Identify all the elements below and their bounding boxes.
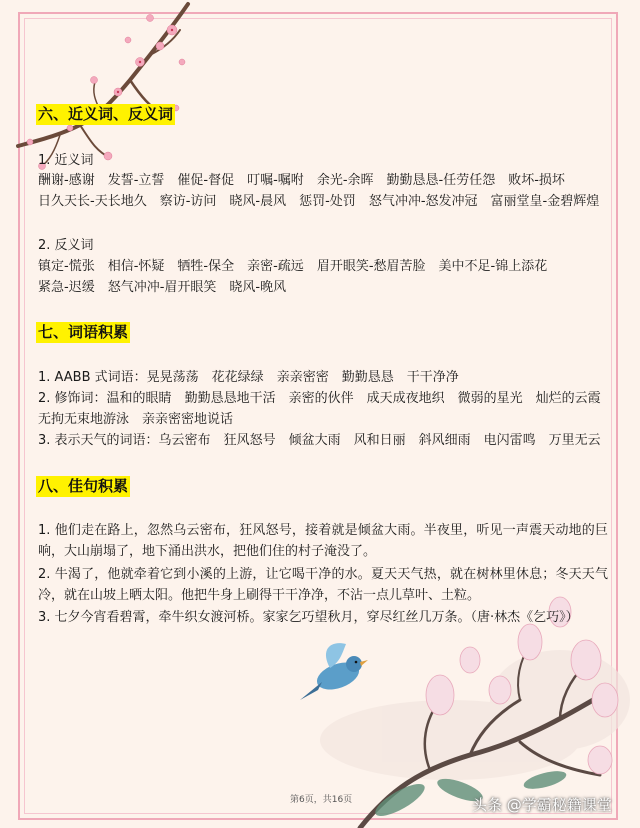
word-pair: 美中不足-锦上添花 [438, 259, 548, 274]
word-pair: 亲密-疏远 [247, 259, 304, 274]
word: 亲亲密密 [276, 370, 329, 385]
antonyms-row-1 [38, 258, 560, 276]
word-pair: 怒气冲冲-眉开眼笑 [107, 280, 217, 295]
phrase: 成天成夜地织 [366, 391, 445, 406]
page-number: 第6页，共16页 [290, 795, 353, 805]
phrase: 亲密的伙伴 [288, 391, 354, 406]
word: 狂风怒号 [223, 433, 276, 448]
word-pair: 发誓-立誓 [107, 173, 165, 188]
word-pair: 晓风-晨风 [229, 194, 287, 209]
word-pair: 勤勤恳恳-任劳任怨 [386, 173, 496, 188]
sentence-3: 3. 七夕今宵看碧霄，牵牛织女渡河桥。家家乞巧望秋月，穿尽红丝几万条。（唐·林杰《乞巧》） [38, 610, 579, 625]
word-pair: 日久天长-天长地久 [38, 194, 147, 209]
modifier-label: 2. 修饰词： [38, 391, 107, 406]
word-pair: 催促-督促 [177, 173, 235, 188]
word: 风和日丽 [353, 433, 406, 448]
word-pair: 酬谢-感谢 [38, 173, 95, 188]
word-pair: 富丽堂皇-金碧辉煌 [490, 194, 600, 209]
word-pair: 叮嘱-嘱咐 [247, 173, 304, 188]
synonyms-row-1 [38, 172, 578, 190]
word-pair: 镇定-慌张 [38, 259, 95, 274]
aabb-words-line [38, 369, 472, 387]
sentence-2: 2. 牛渴了，他就牵着它到小溪的上游，让它喝干净的水。夏天天气热，就在树林里休息；冬天天气冷，就在山坡上晒太阳。他把牛身上刷得干干净净，不沾一点儿草叶、土粒。 [38, 567, 608, 603]
word-pair: 察访-访问 [159, 194, 217, 209]
phrase: 无拘无束地游泳 [38, 412, 130, 427]
section-heading-synonyms-antonyms: 六、近义词、反义词 [38, 105, 174, 123]
section-heading-sentences: 八、佳句积累 [38, 477, 129, 495]
word: 斜风细雨 [418, 433, 471, 448]
word-pair: 眉开眼笑-愁眉苦脸 [316, 259, 426, 274]
word: 晃晃荡荡 [146, 370, 199, 385]
synonyms-row-2 [38, 193, 612, 211]
phrase: 温和的眼睛 [106, 391, 172, 406]
section-heading-vocabulary: 七、词语积累 [38, 323, 129, 341]
word: 电闪雷鸣 [483, 433, 536, 448]
phrase: 勤勤恳恳地干活 [184, 391, 276, 406]
sentence-1: 1. 他们走在路上，忽然乌云密布，狂风怒号，接着就是倾盆大雨。半夜里，听见一声震天动地的巨响，大山崩塌了，地下涌出洪水，把他们住的村子淹没了。 [38, 523, 608, 559]
phrase: 微弱的星光 [457, 391, 523, 406]
modifier-words-line-2 [38, 411, 246, 429]
word-pair: 余光-余晖 [316, 173, 374, 188]
phrase: 灿烂的云霞 [535, 391, 601, 406]
word-pair: 牺牲-保全 [177, 259, 235, 274]
antonyms-title: 2. 反义词 [38, 238, 94, 253]
weather-words-line [38, 432, 614, 450]
word-pair: 晓风-晚风 [229, 280, 287, 295]
word-pair: 惩罚-处罚 [299, 194, 356, 209]
weather-label: 3. 表示天气的词语： [38, 433, 159, 448]
word-pair: 怒气冲冲-怒发冲冠 [368, 194, 478, 209]
word: 乌云密布 [158, 433, 211, 448]
word: 勤勤恳恳 [341, 370, 394, 385]
antonyms-row-2 [38, 279, 299, 297]
word: 干干净净 [406, 370, 459, 385]
word: 花花绿绿 [211, 370, 264, 385]
synonyms-title: 1. 近义词 [38, 153, 94, 168]
word-pair: 败坏-损坏 [508, 173, 565, 188]
word: 倾盆大雨 [288, 433, 341, 448]
aabb-label: 1. AABB 式词语： [38, 370, 147, 385]
word-pair: 紧急-迟缓 [38, 280, 95, 295]
modifier-words-line-1 [38, 390, 614, 408]
word: 万里无云 [548, 433, 601, 448]
watermark: 头条 @学霸秘籍课堂 [472, 796, 612, 814]
phrase: 亲亲密密地说话 [142, 412, 234, 427]
word-pair: 相信-怀疑 [107, 259, 165, 274]
